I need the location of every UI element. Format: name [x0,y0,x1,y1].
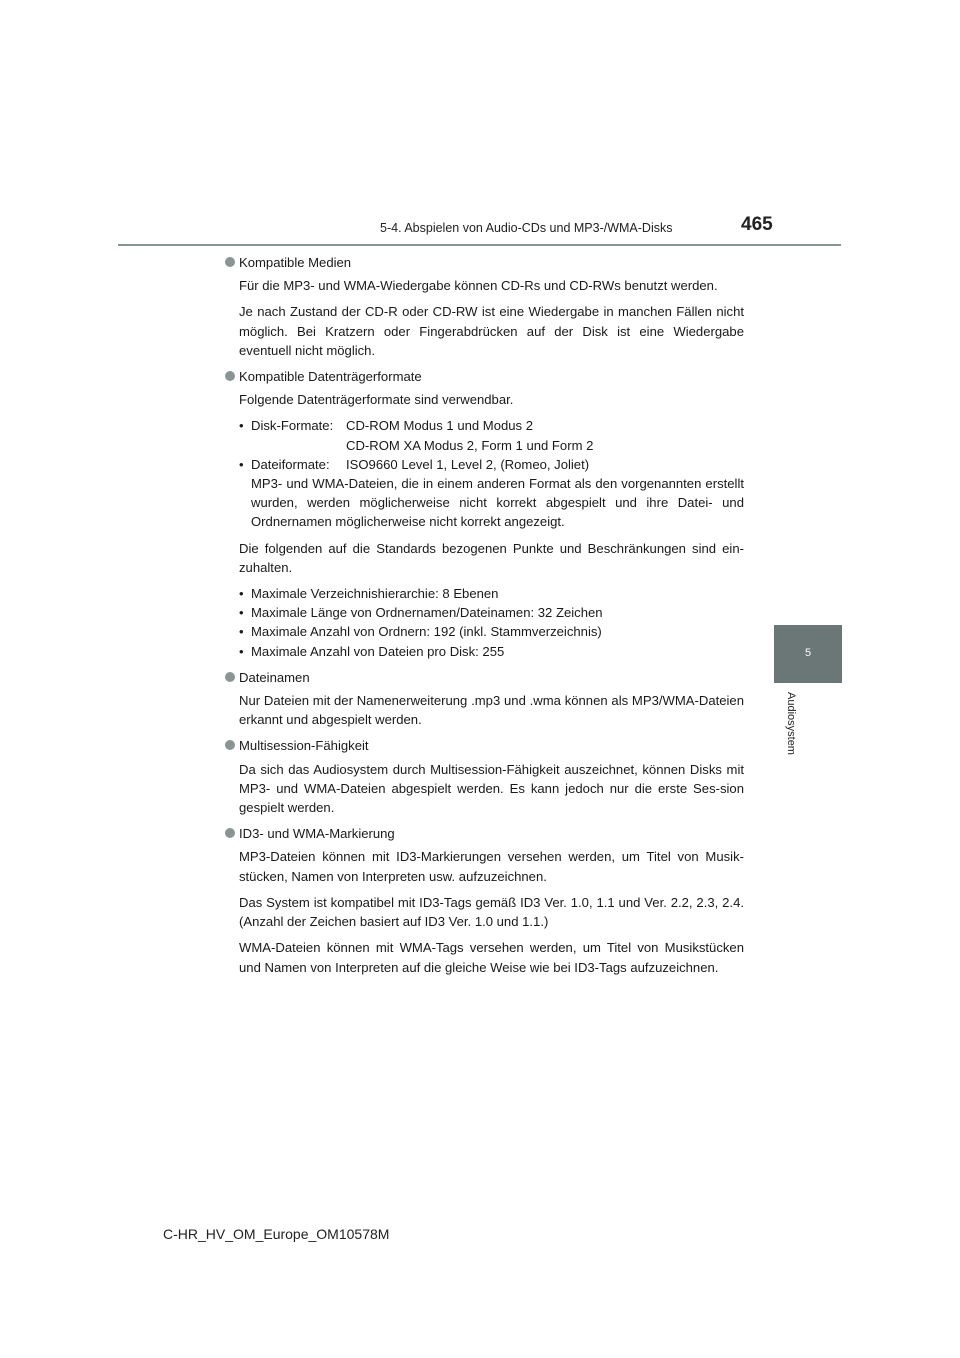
list-item: • Maximale Anzahl von Ordnern: 192 (inkl. Stammverzeichnis) [239,622,744,641]
chapter-label-container [785,692,809,772]
section-heading-filenames: Dateinamen [225,668,744,687]
section-heading-media: Kompatible Medien [225,253,744,272]
chapter-number: 5 [804,647,812,659]
list-item: • Maximale Länge von Ordnernamen/Dateinamen: 32 Zeichen [239,603,744,622]
chapter-label: Audiosystem [785,692,797,755]
limits-list [239,584,744,661]
file-formats-note: MP3- und WMA-Dateien, die in einem anderen Format als den vorgenannten erstellt wurden, werden möglicherweise nicht korrekt abgespielt und ihre Datei- und Ordnernamen möglicherweise nicht korrekt angezeigt. [251,476,744,530]
paragraph: Folgende Datenträgerformate sind verwendbar. [239,392,514,408]
list-item-file-formats [239,455,744,532]
list-item: • Maximale Anzahl von Dateien pro Disk: 255 [239,642,744,661]
paragraph: Die folgenden auf die Standards bezogenen Punkte und Beschränkungen sind ein-zuhalten. [239,540,744,575]
paragraph: Für die MP3- und WMA-Wiedergabe können CD-Rs und CD-RWs benutzt werden. [239,278,718,294]
paragraph: Das System ist kompatibel mit ID3-Tags gemäß ID3 Ver. 1.0, 1.1 und Ver. 2.2, 2.3, 2.4. (Anzahl der Zeichen basiert auf ID3 Ver. 1.0 und 1.1.) [239,894,744,930]
paragraph: WMA-Dateien können mit WMA-Tags versehen werden, um Titel von Musikstücken und Namen von Interpreten auf die gleiche Weise wie bei ID3-Tags aufzuzeichnen. [239,940,744,975]
disk-formats-value: CD-ROM Modus 1 und Modus 2 [346,418,534,434]
header-section-title: 5-4. Abspielen von Audio-CDs und MP3-/WMA-Disks [380,221,673,235]
page-number: 465 [741,214,773,235]
disk-formats-value-2: CD-ROM XA Modus 2, Form 1 und Form 2 [346,437,594,453]
file-formats-label: • Dateiformate: [251,456,330,472]
paragraph: MP3-Dateien können mit ID3-Markierungen versehen werden, um Titel von Musik-stücken, Namen von Interpreten usw. aufzuzeichnen. [239,849,744,884]
header-divider [118,244,841,246]
paragraph: Je nach Zustand der CD-R oder CD-RW ist eine Wiedergabe in manchen Fällen nicht möglich. Bei Kratzern oder Fingerabdrücken auf der Disk ist eine Wiedergabe eventuell nicht möglich. [239,304,744,358]
disk-formats-label: • Disk-Formate: [251,418,334,434]
file-formats-value: ISO9660 Level 1, Level 2, (Romeo, Joliet) [346,456,590,472]
paragraph: Nur Dateien mit der Namenerweiterung .mp3 und .wma können als MP3/WMA-Dateien erkannt und abgespielt werden. [239,693,744,728]
section-heading-multisession: Multisession-Fähigkeit [225,736,744,755]
format-list [239,416,744,531]
page-content [225,253,744,984]
paragraph: Da sich das Audiosystem durch Multisession-Fähigkeit auszeichnet, können Disks mit MP3- und WMA-Dateien abgespielt werden. Es kann jedoch nur die erste Ses-sion gespielt werden. [239,761,744,816]
section-heading-formats: Kompatible Datenträgerformate [225,367,744,386]
footer-doc-id: C-HR_HV_OM_Europe_OM10578M [163,1226,390,1242]
chapter-tab [774,625,842,683]
section-heading-tags: ID3- und WMA-Markierung [225,824,744,843]
list-item-disk-formats [239,416,744,454]
list-item: • Maximale Verzeichnishierarchie: 8 Ebenen [239,584,744,603]
